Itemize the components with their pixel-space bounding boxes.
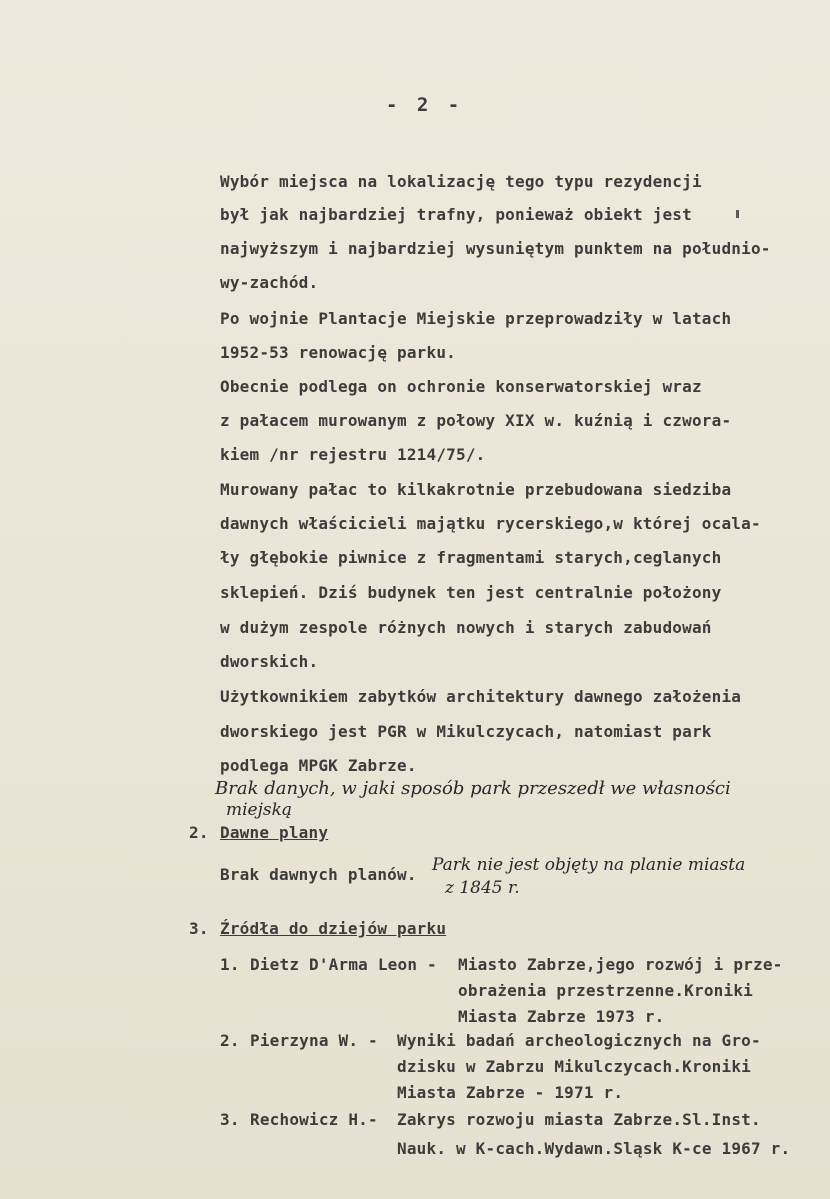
source-2-author: Pierzyna W. -: [250, 1031, 378, 1050]
body-line-5: Po wojnie Plantacje Miejskie przeprowadziły w latach: [220, 309, 732, 328]
body-line-1: Wybór miejsca na lokalizację tego typu rezydencji: [220, 172, 702, 191]
section-2-number: 2.: [189, 823, 209, 842]
handwritten-note-plan: Park nie jest objęty na planie miasta: [432, 855, 746, 875]
source-1-number: 1.: [220, 955, 240, 974]
source-2-title-line-2: dzisku w Zabrzu Mikulczycach.Kroniki: [397, 1057, 751, 1076]
source-2-number: 2.: [220, 1031, 240, 1050]
handwritten-note-ownership: Brak danych, w jaki sposób park przeszedł we własności: [215, 778, 731, 799]
section-2-text: Brak dawnych planów.: [220, 865, 417, 884]
body-line-4: wy-zachód.: [220, 273, 319, 292]
body-line-8: z pałacem murowanym z połowy XIX w. kuźnią i czwora-: [220, 411, 732, 430]
section-3-number: 3.: [189, 919, 209, 938]
body-line-17: dworskiego jest PGR w Mikulczycach, natomiast park: [220, 722, 712, 741]
body-line-18: podlega MPGK Zabrze.: [220, 756, 417, 775]
body-line-13: sklepień. Dziś budynek ten jest centralnie położony: [220, 583, 722, 602]
source-3-title-line-1: Zakrys rozwoju miasta Zabrze.Sl.Inst.: [397, 1110, 761, 1129]
body-line-11: dawnych właścicieli majątku rycerskiego,w której ocala-: [220, 514, 761, 533]
margin-mark: [736, 210, 739, 218]
handwritten-note-plan-cont: z 1845 r.: [445, 878, 520, 898]
body-line-2: był jak najbardziej trafny, ponieważ obiekt jest: [220, 205, 692, 224]
source-2-title-line-1: Wyniki badań archeologicznych na Gro-: [397, 1031, 761, 1050]
section-3-heading: Źródła do dziejów parku: [220, 919, 447, 938]
section-2-heading: Dawne plany: [220, 823, 329, 842]
source-1-title-line-1: Miasto Zabrze,jego rozwój i prze-: [458, 955, 783, 974]
page-number: - 2 -: [386, 94, 464, 116]
body-line-7: Obecnie podlega on ochronie konserwatorskiej wraz: [220, 377, 702, 396]
body-line-6: 1952-53 renowację parku.: [220, 343, 456, 362]
body-line-14: w dużym zespole różnych nowych i starych zabudowań: [220, 618, 712, 637]
body-line-12: ły głębokie piwnice z fragmentami starych,ceglanych: [220, 548, 722, 567]
source-1-author: Dietz D'Arma Leon -: [250, 955, 437, 974]
source-3-author: Rechowicz H.-: [250, 1110, 378, 1129]
body-line-3: najwyższym i najbardziej wysuniętym punktem na południo-: [220, 239, 771, 258]
handwritten-note-ownership-cont: miejską: [226, 800, 293, 820]
body-line-10: Murowany pałac to kilkakrotnie przebudowana siedziba: [220, 480, 732, 499]
source-3-number: 3.: [220, 1110, 240, 1129]
source-3-title-line-2: Nauk. w K-cach.Wydawn.Sląsk K-ce 1967 r.: [397, 1139, 791, 1158]
source-1-title-line-3: Miasta Zabrze 1973 r.: [458, 1007, 665, 1026]
source-1-title-line-2: obrażenia przestrzenne.Kroniki: [458, 981, 753, 1000]
body-line-16: Użytkownikiem zabytków architektury dawnego założenia: [220, 687, 742, 706]
source-2-title-line-3: Miasta Zabrze - 1971 r.: [397, 1083, 624, 1102]
body-line-9: kiem /nr rejestru 1214/75/.: [220, 445, 486, 464]
body-line-15: dworskich.: [220, 652, 319, 671]
